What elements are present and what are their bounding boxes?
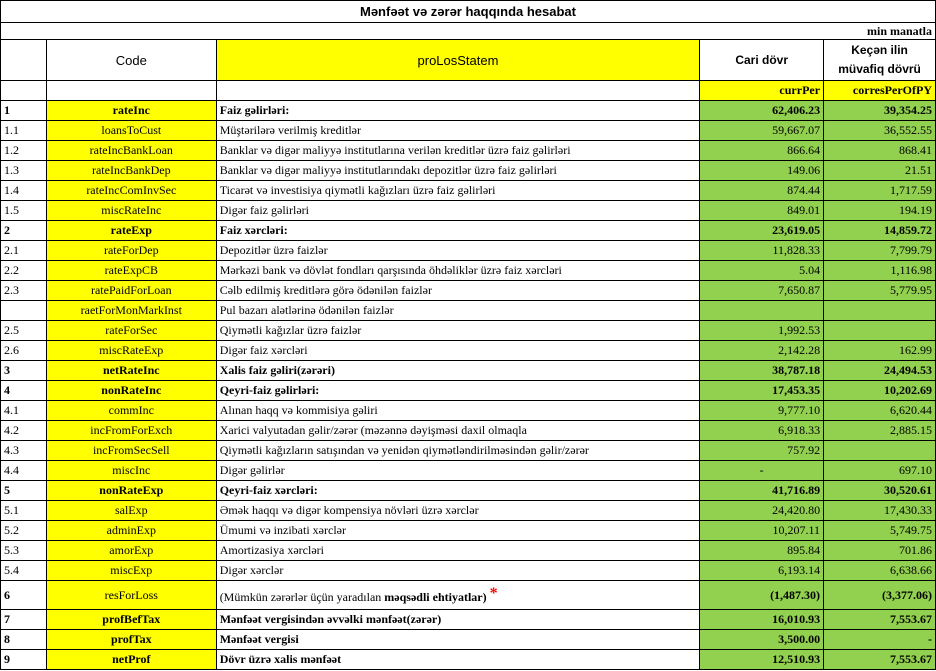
row-name: Digər faiz gəlirləri bbox=[216, 201, 700, 221]
table-row bbox=[1, 441, 936, 461]
row-index: 4.1 bbox=[1, 401, 47, 421]
table-row bbox=[1, 541, 936, 561]
table-row bbox=[1, 521, 936, 541]
row-name: Ümumi və inzibati xərclər bbox=[216, 521, 700, 541]
row-code: miscRateExp bbox=[46, 341, 216, 361]
row-previous-value bbox=[824, 301, 936, 321]
row-name: Xalis faiz gəliri(zərəri) bbox=[216, 361, 700, 381]
row-code: rateForSec bbox=[46, 321, 216, 341]
row-previous-value: 7,799.79 bbox=[824, 241, 936, 261]
row-index: 5 bbox=[1, 481, 47, 501]
row-name: Qeyri-faiz gəlirləri: bbox=[216, 381, 700, 401]
row-index: 2.2 bbox=[1, 261, 47, 281]
row-current-value: 7,650.87 bbox=[700, 281, 824, 301]
row-code: nonRateExp bbox=[46, 481, 216, 501]
row-code: salExp bbox=[46, 501, 216, 521]
row-current-value: 12,510.93 bbox=[700, 650, 824, 670]
row-name: Mənfəət vergisi bbox=[216, 630, 700, 650]
table-row bbox=[1, 341, 936, 361]
current-period-code: currPer bbox=[700, 81, 824, 101]
row-current-value: (1,487.30) bbox=[700, 581, 824, 610]
table-row bbox=[1, 461, 936, 481]
row-code: rateInc bbox=[46, 101, 216, 121]
row-current-value: 23,619.05 bbox=[700, 221, 824, 241]
row-code: resForLoss bbox=[46, 581, 216, 610]
row-index: 5.4 bbox=[1, 561, 47, 581]
row-name: Digər xərclər bbox=[216, 561, 700, 581]
row-previous-value: 36,552.55 bbox=[824, 121, 936, 141]
row-name-bold: məqsədli ehtiyatlar) bbox=[384, 590, 487, 604]
row-previous-value: 10,202.69 bbox=[824, 381, 936, 401]
row-code: profTax bbox=[46, 630, 216, 650]
table-row bbox=[1, 121, 936, 141]
row-index: 5.3 bbox=[1, 541, 47, 561]
row-current-value: 9,777.10 bbox=[700, 401, 824, 421]
row-name: Alınan haqq və kommisiya gəliri bbox=[216, 401, 700, 421]
row-name: Ticarət və investisiya qiymətli kağızları üzrə faiz gəlirləri bbox=[216, 181, 700, 201]
row-current-value: 866.64 bbox=[700, 141, 824, 161]
row-current-value: 849.01 bbox=[700, 201, 824, 221]
row-previous-value: 39,354.25 bbox=[824, 101, 936, 121]
row-previous-value: 6,638.66 bbox=[824, 561, 936, 581]
row-current-value: 16,010.93 bbox=[700, 610, 824, 630]
row-current-value: 38,787.18 bbox=[700, 361, 824, 381]
row-name: Müştərilərə verilmiş kreditlər bbox=[216, 121, 700, 141]
row-current-value: 895.84 bbox=[700, 541, 824, 561]
row-index: 4.3 bbox=[1, 441, 47, 461]
row-current-value: 62,406.23 bbox=[700, 101, 824, 121]
row-previous-value: 7,553.67 bbox=[824, 610, 936, 630]
row-index: 1.1 bbox=[1, 121, 47, 141]
row-previous-value: 1,116.98 bbox=[824, 261, 936, 281]
row-name: Faiz xərcləri: bbox=[216, 221, 700, 241]
row-previous-value: 697.10 bbox=[824, 461, 936, 481]
table-row bbox=[1, 501, 936, 521]
report-title: Mənfəət və zərər haqqında hesabat bbox=[1, 1, 936, 23]
row-index: 2 bbox=[1, 221, 47, 241]
row-name: Cəlb edilmiş kreditlərə görə ödənilən faizlər bbox=[216, 281, 700, 301]
row-index: 1.4 bbox=[1, 181, 47, 201]
current-period-header: Cari dövr bbox=[700, 40, 824, 81]
row-previous-value: 1,717.59 bbox=[824, 181, 936, 201]
row-index: 9 bbox=[1, 650, 47, 670]
table-row bbox=[1, 610, 936, 630]
row-index: 4.2 bbox=[1, 421, 47, 441]
row-index: 1 bbox=[1, 101, 47, 121]
row-current-value: 6,193.14 bbox=[700, 561, 824, 581]
row-code: rateIncBankLoan bbox=[46, 141, 216, 161]
row-name: Depozitlər üzrə faizlər bbox=[216, 241, 700, 261]
row-index: 2.6 bbox=[1, 341, 47, 361]
row-code: incFromSecSell bbox=[46, 441, 216, 461]
row-index: 5.2 bbox=[1, 521, 47, 541]
row-current-value: 59,667.07 bbox=[700, 121, 824, 141]
row-index: 1.2 bbox=[1, 141, 47, 161]
table-row bbox=[1, 321, 936, 341]
row-previous-value: 868.41 bbox=[824, 141, 936, 161]
row-current-value: 874.44 bbox=[700, 181, 824, 201]
row-current-value: 17,453.35 bbox=[700, 381, 824, 401]
code-column-header: Code bbox=[46, 40, 216, 81]
row-previous-value: 30,520.61 bbox=[824, 481, 936, 501]
row-code: miscInc bbox=[46, 461, 216, 481]
previous-period-code: corresPerOfPY bbox=[824, 81, 936, 101]
row-index bbox=[1, 301, 47, 321]
row-current-value bbox=[700, 301, 824, 321]
row-previous-value: 24,494.53 bbox=[824, 361, 936, 381]
table-row bbox=[1, 481, 936, 501]
row-previous-value: 194.19 bbox=[824, 201, 936, 221]
row-previous-value: 14,859.72 bbox=[824, 221, 936, 241]
table-row bbox=[1, 141, 936, 161]
row-name-prefix: (Mümkün zərərlər üçün yaradılan bbox=[219, 590, 385, 604]
name-column-header: proLosStatem bbox=[216, 40, 700, 81]
row-previous-value: 21.51 bbox=[824, 161, 936, 181]
table-row bbox=[1, 221, 936, 241]
row-index: 8 bbox=[1, 630, 47, 650]
row-index: 4.4 bbox=[1, 461, 47, 481]
table-row bbox=[1, 201, 936, 221]
footnote-star-icon: * bbox=[489, 585, 498, 602]
row-name: Pul bazarı alətlərinə ödənilən faizlər bbox=[216, 301, 700, 321]
row-previous-value bbox=[824, 441, 936, 461]
row-code: incFromForExch bbox=[46, 421, 216, 441]
row-previous-value: 6,620.44 bbox=[824, 401, 936, 421]
table-row bbox=[1, 261, 936, 281]
row-code: profBefTax bbox=[46, 610, 216, 630]
row-code: rateIncComInvSec bbox=[46, 181, 216, 201]
row-previous-value: 162.99 bbox=[824, 341, 936, 361]
row-current-value: 1,992.53 bbox=[700, 321, 824, 341]
row-current-value: 10,207.11 bbox=[700, 521, 824, 541]
table-row bbox=[1, 561, 936, 581]
row-code: ratePaidForLoan bbox=[46, 281, 216, 301]
row-name: Digər gəlirlər bbox=[216, 461, 700, 481]
row-index: 5.1 bbox=[1, 501, 47, 521]
row-current-value: 5.04 bbox=[700, 261, 824, 281]
row-previous-value: 5,749.75 bbox=[824, 521, 936, 541]
previous-period-header: Keçən ilin müvafiq dövrü bbox=[824, 40, 936, 81]
row-code: commInc bbox=[46, 401, 216, 421]
row-name: Digər faiz xərcləri bbox=[216, 341, 700, 361]
row-index: 1.3 bbox=[1, 161, 47, 181]
row-current-value: 11,828.33 bbox=[700, 241, 824, 261]
row-previous-value: 701.86 bbox=[824, 541, 936, 561]
table-row bbox=[1, 630, 936, 650]
row-code: nonRateInc bbox=[46, 381, 216, 401]
row-name: Xarici valyutadan gəlir/zərər (məzənnə dəyişməsi daxil olmaqla bbox=[216, 421, 700, 441]
row-code: netRateInc bbox=[46, 361, 216, 381]
row-name: Qeyri-faiz xərcləri: bbox=[216, 481, 700, 501]
row-index: 4 bbox=[1, 381, 47, 401]
table-row bbox=[1, 241, 936, 261]
row-code: rateForDep bbox=[46, 241, 216, 261]
table-row bbox=[1, 281, 936, 301]
row-index: 2.5 bbox=[1, 321, 47, 341]
row-name: Faiz gəlirləri: bbox=[216, 101, 700, 121]
row-index: 6 bbox=[1, 581, 47, 610]
row-previous-value: 5,779.95 bbox=[824, 281, 936, 301]
row-index: 1.5 bbox=[1, 201, 47, 221]
row-name: Mənfəət vergisindən əvvəlki mənfəət(zərər) bbox=[216, 610, 700, 630]
row-previous-value: - bbox=[824, 630, 936, 650]
table-row bbox=[1, 650, 936, 670]
row-code: adminExp bbox=[46, 521, 216, 541]
row-code: amorExp bbox=[46, 541, 216, 561]
row-current-value: 149.06 bbox=[700, 161, 824, 181]
row-current-value: 2,142.28 bbox=[700, 341, 824, 361]
row-code: loansToCust bbox=[46, 121, 216, 141]
row-code: miscExp bbox=[46, 561, 216, 581]
row-previous-value: 7,553.67 bbox=[824, 650, 936, 670]
row-previous-value bbox=[824, 321, 936, 341]
table-row bbox=[1, 181, 936, 201]
row-index: 7 bbox=[1, 610, 47, 630]
row-code: rateIncBankDep bbox=[46, 161, 216, 181]
row-code: raetForMonMarkInst bbox=[46, 301, 216, 321]
row-index: 3 bbox=[1, 361, 47, 381]
row-current-value: 3,500.00 bbox=[700, 630, 824, 650]
row-previous-value: 2,885.15 bbox=[824, 421, 936, 441]
row-code: netProf bbox=[46, 650, 216, 670]
row-previous-value: 17,430.33 bbox=[824, 501, 936, 521]
row-current-value: - bbox=[700, 461, 824, 481]
table-row bbox=[1, 421, 936, 441]
table-row bbox=[1, 581, 936, 610]
row-current-value: 6,918.33 bbox=[700, 421, 824, 441]
table-row bbox=[1, 381, 936, 401]
row-code: rateExpCB bbox=[46, 261, 216, 281]
row-index: 2.1 bbox=[1, 241, 47, 261]
table-row bbox=[1, 401, 936, 421]
row-name: Qiymətli kağızların satışından və yenidən qiymətləndirilməsindən gəlir/zərər bbox=[216, 441, 700, 461]
table-row bbox=[1, 301, 936, 321]
table-row bbox=[1, 161, 936, 181]
row-name: Banklar və digər maliyyə institutlarındakı depozitlər üzrə faiz gəlirləri bbox=[216, 161, 700, 181]
row-index: 2.3 bbox=[1, 281, 47, 301]
row-current-value: 24,420.80 bbox=[700, 501, 824, 521]
row-name: Mərkəzi bank və dövlət fondları qarşısında öhdəliklər üzrə faiz xərcləri bbox=[216, 261, 700, 281]
row-code: miscRateInc bbox=[46, 201, 216, 221]
row-previous-value: (3,377.06) bbox=[824, 581, 936, 610]
row-current-value: 41,716.89 bbox=[700, 481, 824, 501]
row-name: Amortizasiya xərcləri bbox=[216, 541, 700, 561]
table-row bbox=[1, 101, 936, 121]
row-name: Dövr üzrə xalis mənfəət bbox=[216, 650, 700, 670]
row-name bbox=[216, 581, 700, 610]
units-label: min manatla bbox=[824, 23, 936, 40]
row-name: Qiymətli kağızlar üzrə faizlər bbox=[216, 321, 700, 341]
table-row bbox=[1, 361, 936, 381]
row-name: Banklar və digər maliyyə institutlarına verilən kreditlər üzrə faiz gəlirləri bbox=[216, 141, 700, 161]
row-name: Əmək haqqı və digər kompensiya növləri üzrə xərclər bbox=[216, 501, 700, 521]
row-code: rateExp bbox=[46, 221, 216, 241]
row-current-value: 757.92 bbox=[700, 441, 824, 461]
